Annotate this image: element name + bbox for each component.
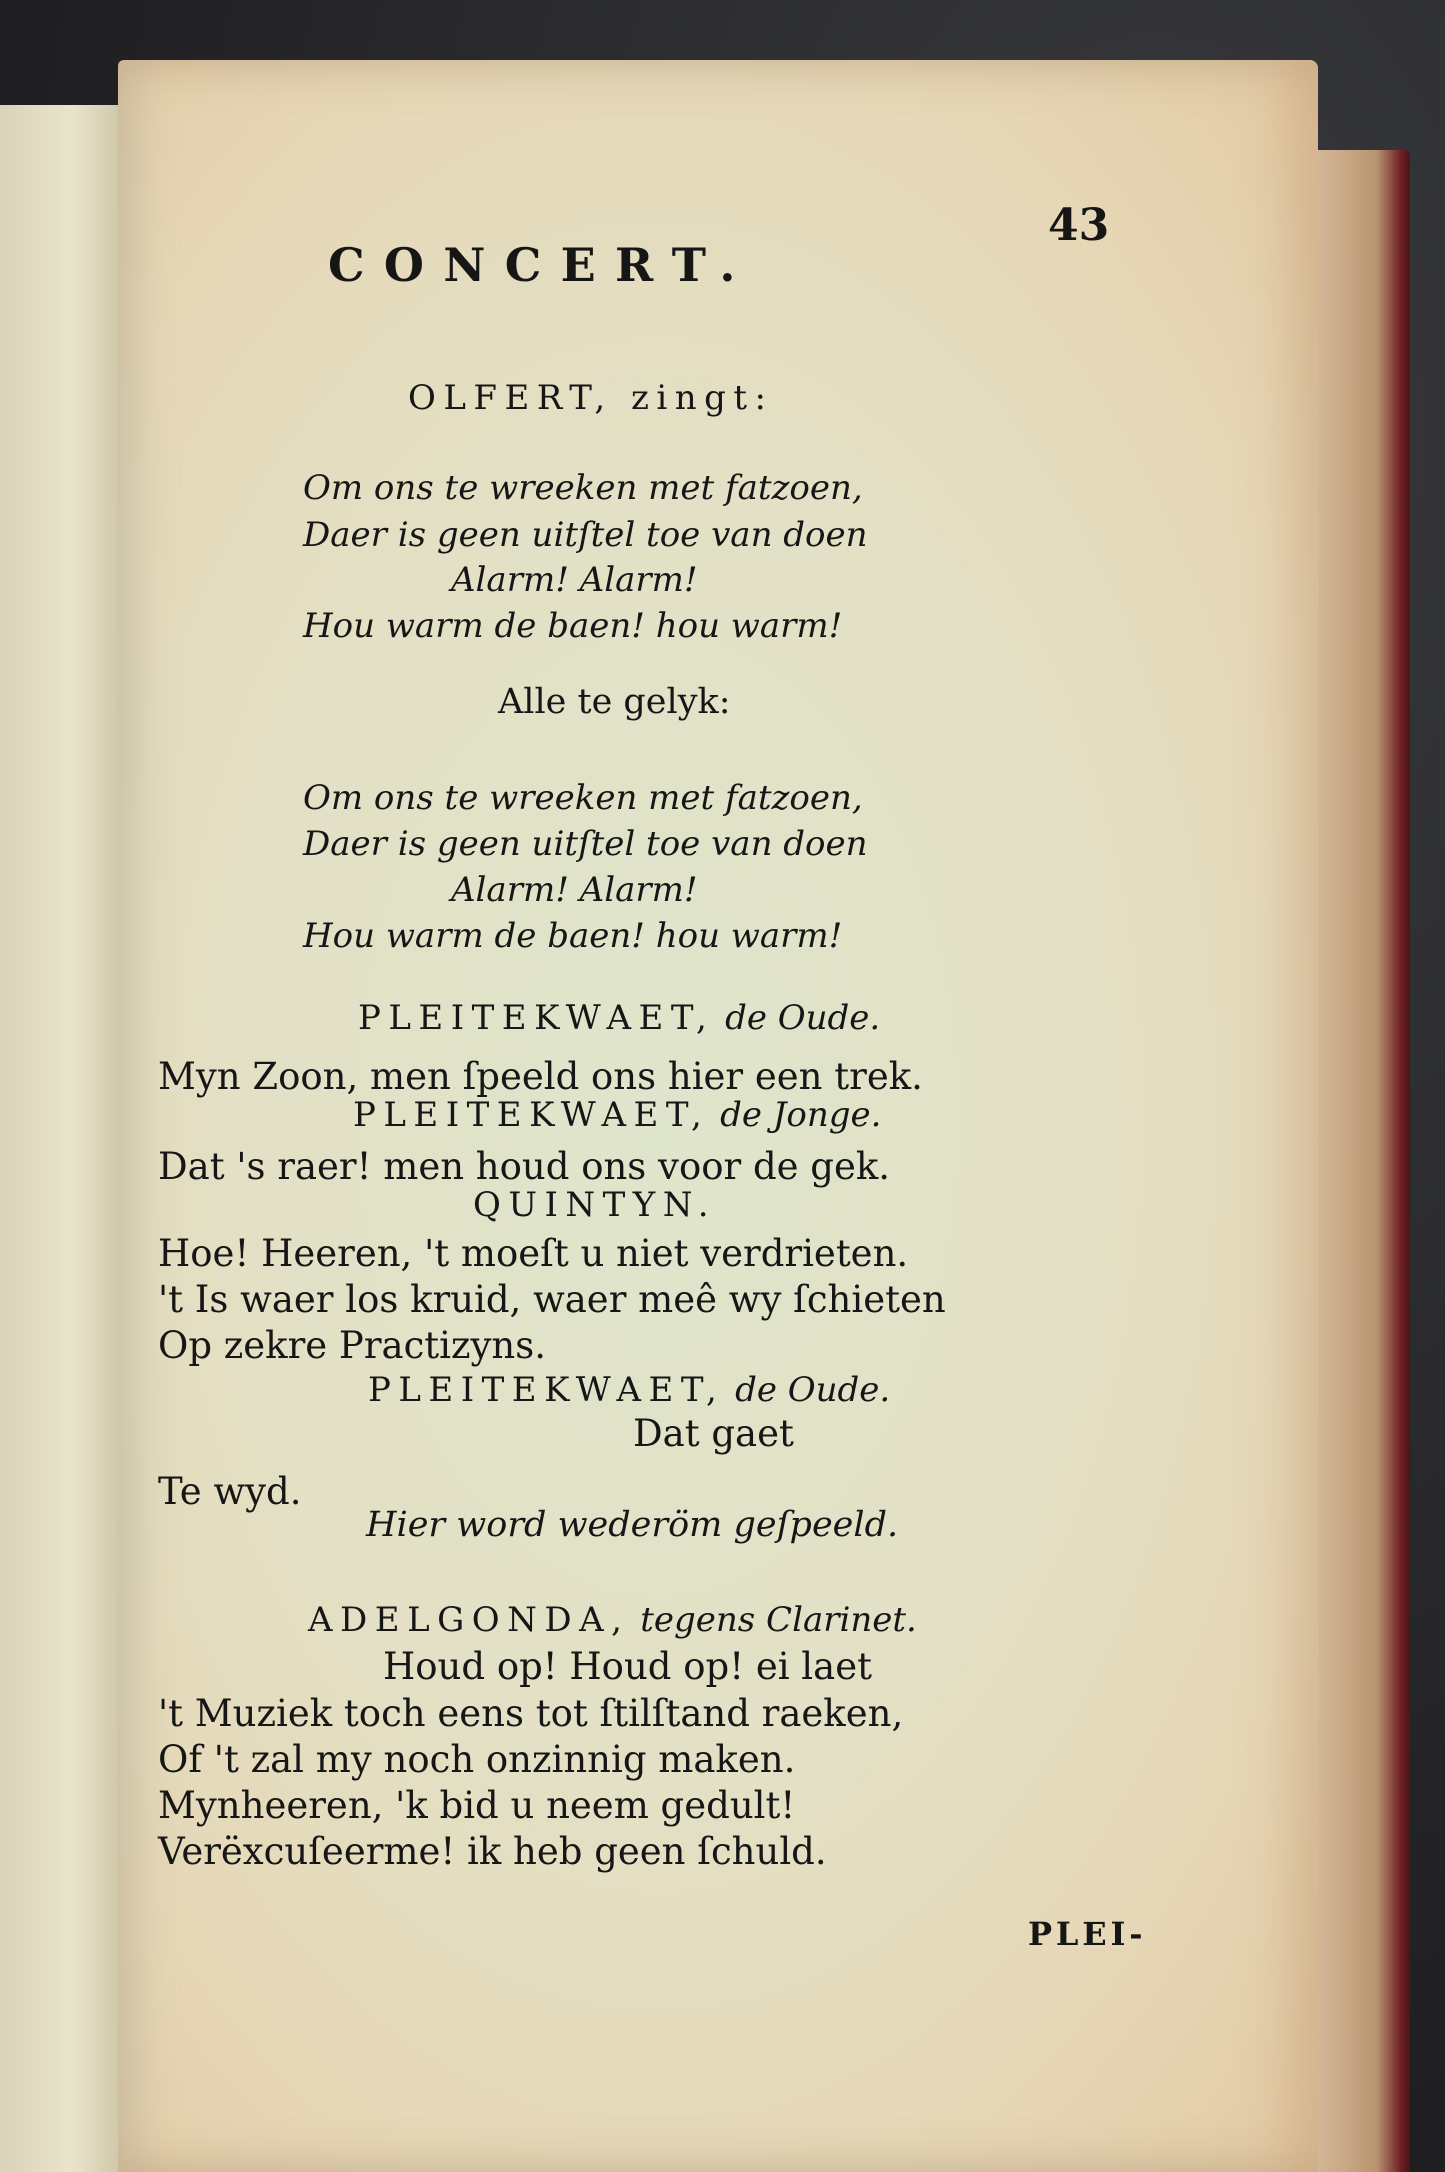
speaker-quintyn (473, 1185, 716, 1225)
dialogue-line: Of 't zal my noch onzinnig maken. (158, 1738, 796, 1781)
speaker-pleitekwaet-oude (368, 1370, 890, 1410)
speaker-name: ADELGONDA, (308, 1600, 630, 1640)
facing-page-edge (0, 105, 123, 2172)
dialogue-line: Dat gaet (633, 1412, 794, 1455)
verse-line: Daer is geen uitſtel toe van doen (303, 824, 868, 864)
verse-line: Hou warm de baen! hou warm! (303, 606, 843, 646)
dialogue-line: Myn Zoon, men ſpeeld ons hier een trek. (158, 1055, 923, 1098)
dialogue-line: Dat 's raer! men houd ons voor de gek. (158, 1145, 891, 1188)
dialogue-line: Te wyd. (158, 1470, 302, 1513)
stage-direction: Hier word wederöm geſpeeld. (366, 1505, 899, 1545)
speaker-pleitekwaet-oude (358, 998, 880, 1038)
dialogue-line: Mynheeren, 'k bid u neem gedult! (158, 1784, 796, 1827)
speaker-olfert (408, 378, 773, 418)
speaker-role: de Oude. (725, 998, 881, 1038)
verse-line: Alarm! Alarm! (451, 870, 698, 910)
dialogue-line: Op zekre Practizyns. (158, 1324, 546, 1367)
speaker-name: PLEITEKWAET, (353, 1095, 710, 1135)
speaker-pleitekwaet-jonge (353, 1095, 881, 1135)
dialogue-line: 't Is waer los kruid, waer meê wy ſchieten (158, 1278, 946, 1321)
verse-line: Om ons te wreeken met fatzoen, (303, 778, 863, 818)
dialogue-line: Verëxcuſeerme! ik heb geen ſchuld. (158, 1830, 827, 1873)
book-page (118, 60, 1318, 2172)
stage-direction: Alle te gelyk: (498, 682, 731, 722)
dialogue-line: 't Muziek toch eens tot ſtilſtand raeken, (158, 1692, 904, 1735)
speaker-adelgonda (308, 1600, 917, 1640)
speaker-role: de Jonge. (720, 1095, 882, 1135)
speaker-name: QUINTYN. (473, 1185, 717, 1225)
dialogue-line: Hoe! Heeren, 't moeſt u niet verdrieten. (158, 1232, 909, 1275)
page-number: 43 (1048, 200, 1110, 251)
speaker-role: tegens Clarinet. (640, 1600, 917, 1640)
catchword: PLEI- (1028, 1915, 1147, 1953)
speaker-name: PLEITEKWAET, (368, 1370, 725, 1410)
speaker-role: de Oude. (735, 1370, 891, 1410)
dialogue-line: Houd op! Houd op! ei laet (383, 1645, 872, 1688)
verse-line: Daer is geen uitſtel toe van doen (303, 515, 868, 555)
verse-line: Hou warm de baen! hou warm! (303, 916, 843, 956)
verse-line: Alarm! Alarm! (451, 560, 698, 600)
speaker-name: PLEITEKWAET, (358, 998, 715, 1038)
running-title: CONCERT. (328, 238, 755, 292)
speaker-name: OLFERT, zingt: (408, 378, 774, 418)
verse-line: Om ons te wreeken met fatzoen, (303, 468, 863, 508)
